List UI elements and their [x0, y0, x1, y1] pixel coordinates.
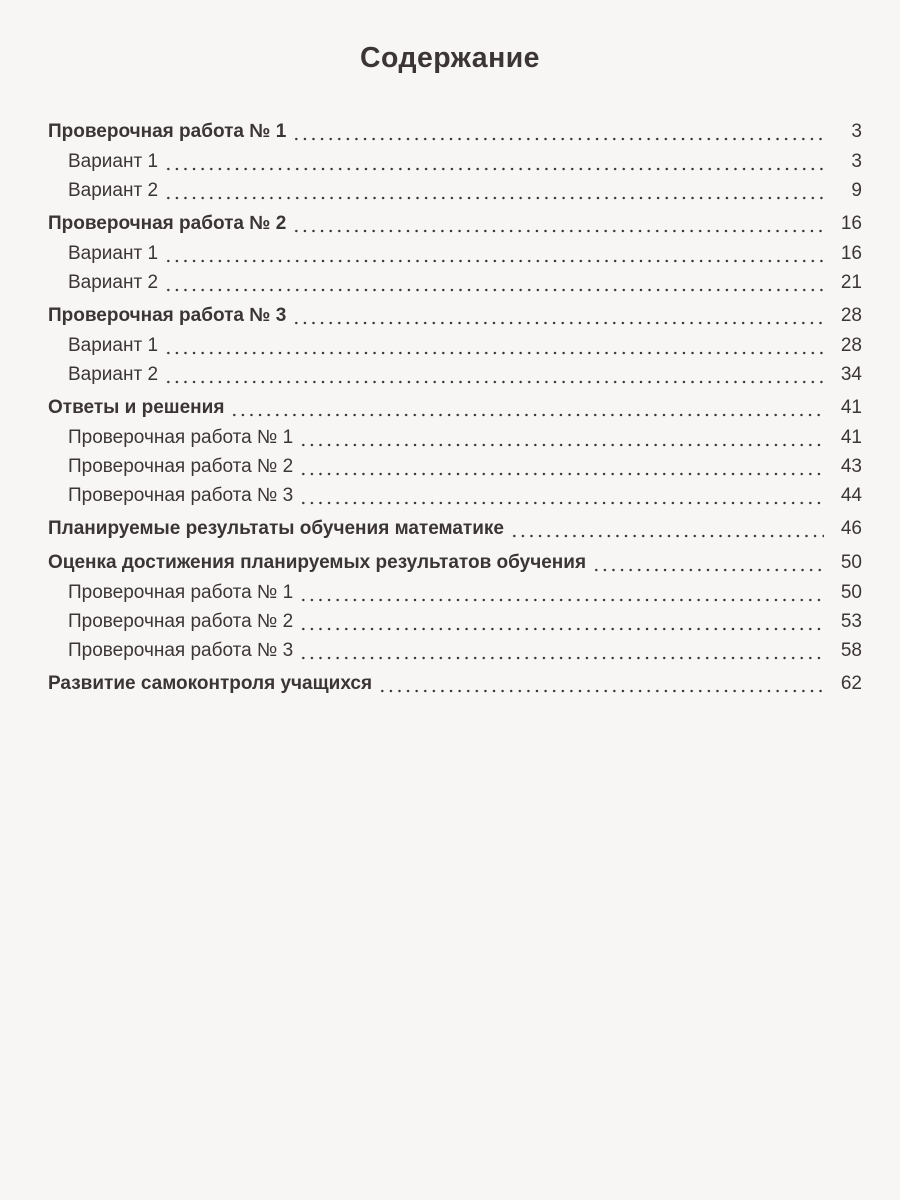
toc-page-number: 3 — [851, 151, 862, 172]
toc-subsection[interactable] — [48, 268, 862, 297]
toc-subsection[interactable] — [48, 636, 862, 665]
toc-subsection[interactable] — [48, 452, 862, 481]
dot-leader — [299, 627, 824, 631]
toc-entry-label: Проверочная работа № 1 — [68, 427, 294, 448]
toc-subsection[interactable] — [48, 176, 862, 205]
toc-entry-label: Развитие самоконтроля учащихся — [48, 673, 373, 694]
dot-leader — [164, 351, 824, 355]
dot-leader — [164, 380, 824, 384]
toc-page-number: 44 — [840, 485, 862, 506]
toc-page-number: 46 — [840, 518, 862, 539]
dot-leader — [292, 137, 824, 141]
dot-leader — [164, 196, 824, 200]
toc-subsection[interactable] — [48, 607, 862, 636]
toc-entry-label: Планируемые результаты обучения математике — [48, 518, 504, 539]
toc-page-number: 41 — [840, 397, 862, 418]
toc-subsection[interactable] — [48, 147, 862, 176]
dot-leader — [299, 656, 824, 660]
dot-leader — [230, 413, 824, 417]
toc-page-number: 16 — [840, 213, 862, 234]
dot-leader — [592, 568, 824, 572]
toc-page-number: 41 — [840, 427, 862, 448]
dot-leader — [510, 534, 824, 538]
toc-page-number: 21 — [840, 272, 862, 293]
dot-leader — [292, 229, 824, 233]
toc-entry-label: Проверочная работа № 3 — [48, 305, 287, 326]
toc-entry-label: Вариант 1 — [68, 243, 159, 264]
toc-page-number: 43 — [840, 456, 862, 477]
table-of-contents — [48, 117, 862, 699]
toc-subsection[interactable] — [48, 360, 862, 389]
toc-section[interactable] — [48, 514, 862, 544]
toc-section[interactable] — [48, 209, 862, 239]
toc-entry-label: Проверочная работа № 2 — [68, 611, 294, 632]
toc-entry-label: Вариант 1 — [68, 335, 159, 356]
toc-entry-label: Проверочная работа № 1 — [48, 121, 287, 142]
toc-page-number: 58 — [840, 640, 862, 661]
toc-page-number: 53 — [840, 611, 862, 632]
toc-entry-label: Проверочная работа № 3 — [68, 640, 294, 661]
toc-page-number: 34 — [840, 364, 862, 385]
toc-page-number: 50 — [840, 582, 862, 603]
toc-section[interactable] — [48, 548, 862, 578]
toc-entry-label: Оценка достижения планируемых результатов обучения — [48, 552, 587, 573]
toc-section[interactable] — [48, 301, 862, 331]
toc-section[interactable] — [48, 393, 862, 423]
toc-page-number: 62 — [840, 673, 862, 694]
toc-page-number: 28 — [840, 305, 862, 326]
toc-subsection[interactable] — [48, 239, 862, 268]
dot-leader — [299, 472, 824, 476]
toc-page-number: 28 — [840, 335, 862, 356]
dot-leader — [164, 259, 824, 263]
toc-section[interactable] — [48, 669, 862, 699]
toc-page-number: 50 — [840, 552, 862, 573]
dot-leader — [299, 501, 824, 505]
toc-entry-label: Проверочная работа № 2 — [48, 213, 287, 234]
toc-subsection[interactable] — [48, 331, 862, 360]
toc-subsection[interactable] — [48, 481, 862, 510]
toc-entry-label: Вариант 1 — [68, 151, 159, 172]
toc-subsection[interactable] — [48, 423, 862, 452]
dot-leader — [299, 443, 824, 447]
dot-leader — [292, 321, 824, 325]
toc-entry-label: Вариант 2 — [68, 180, 159, 201]
toc-entry-label: Ответы и решения — [48, 397, 225, 418]
toc-entry-label: Проверочная работа № 3 — [68, 485, 294, 506]
dot-leader — [164, 288, 824, 292]
toc-page-number: 9 — [851, 180, 862, 201]
toc-entry-label: Проверочная работа № 2 — [68, 456, 294, 477]
dot-leader — [164, 167, 824, 171]
dot-leader — [299, 598, 824, 602]
toc-page-number: 16 — [840, 243, 862, 264]
toc-subsection[interactable] — [48, 578, 862, 607]
toc-entry-label: Вариант 2 — [68, 272, 159, 293]
page-title: Содержание — [359, 42, 540, 74]
toc-entry-label: Проверочная работа № 1 — [68, 582, 294, 603]
dot-leader — [378, 689, 824, 693]
toc-entry-label: Вариант 2 — [68, 364, 159, 385]
toc-page-number: 3 — [851, 121, 862, 142]
toc-section[interactable] — [48, 117, 862, 147]
